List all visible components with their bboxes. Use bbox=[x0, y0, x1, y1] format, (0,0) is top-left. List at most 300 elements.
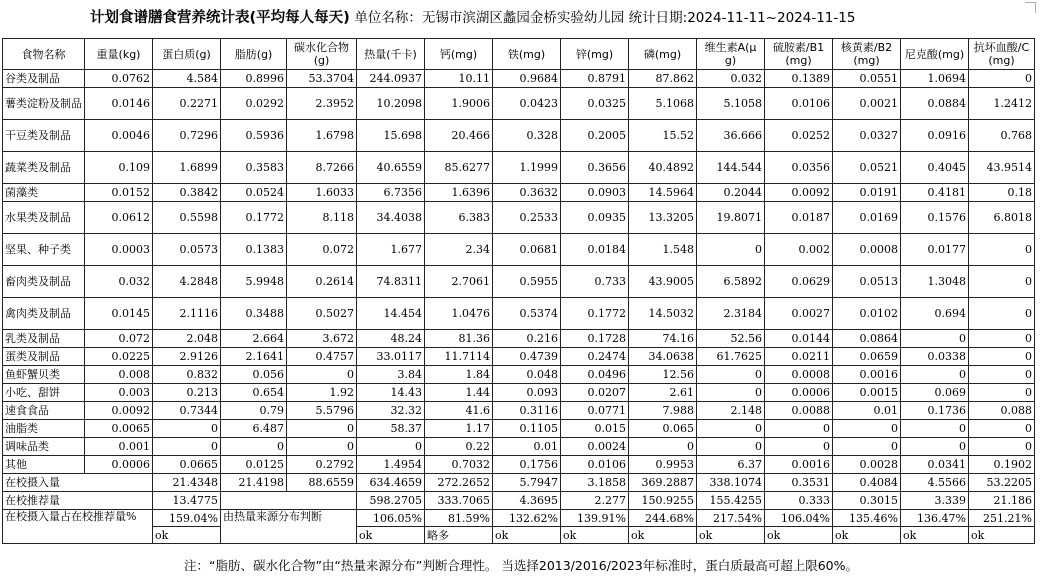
value-cell: 0.1756 bbox=[493, 456, 561, 474]
value-cell: 0.0665 bbox=[153, 456, 221, 474]
table-row bbox=[3, 266, 1035, 298]
value-cell: 34.0638 bbox=[629, 348, 697, 366]
value-cell: 0.1383 bbox=[221, 234, 287, 266]
value-cell: 0.5374 bbox=[493, 298, 561, 330]
value-cell: 0.088 bbox=[969, 402, 1035, 420]
value-cell: 1.4954 bbox=[357, 456, 425, 474]
value-cell: 0 bbox=[221, 438, 287, 456]
ratio-value: 244.68% bbox=[629, 510, 697, 527]
value-cell: 0.3632 bbox=[493, 184, 561, 202]
value-cell: 0.065 bbox=[629, 420, 697, 438]
value-cell: 4.584 bbox=[153, 70, 221, 88]
value-cell: 0.0144 bbox=[765, 330, 833, 348]
value-cell: 0 bbox=[901, 420, 969, 438]
value-cell: 0.832 bbox=[153, 366, 221, 384]
value-cell: 0.0551 bbox=[833, 70, 901, 88]
value-cell: 1.0694 bbox=[901, 70, 969, 88]
value-cell: 0.8791 bbox=[561, 70, 629, 88]
ratio-value: 135.46% bbox=[833, 510, 901, 527]
value-cell: 15.698 bbox=[357, 120, 425, 152]
table-header bbox=[3, 39, 1035, 70]
value-cell: 0.0187 bbox=[765, 202, 833, 234]
food-category-cell: 禽肉类及制品 bbox=[3, 298, 85, 330]
value-cell: 8.7266 bbox=[287, 152, 357, 184]
table-row bbox=[3, 88, 1035, 120]
value-cell: 0 bbox=[697, 384, 765, 402]
value-cell: 40.4892 bbox=[629, 152, 697, 184]
value-cell: 0.0771 bbox=[561, 402, 629, 420]
table-row bbox=[3, 298, 1035, 330]
value-cell: 0.1772 bbox=[561, 298, 629, 330]
food-category-cell: 谷类及制品 bbox=[3, 70, 85, 88]
intake-value: 634.4659 bbox=[357, 474, 425, 492]
value-cell: 2.664 bbox=[221, 330, 287, 348]
value-cell: 0.768 bbox=[969, 120, 1035, 152]
value-cell: 0.5027 bbox=[287, 298, 357, 330]
value-cell: 0.0521 bbox=[833, 152, 901, 184]
value-cell: 0 bbox=[901, 438, 969, 456]
footer-note: 注：“脂肪、碳水化合物”由“热量来源分布”判断合理性。 当选择2013/2016/2023年标准时，蛋白质最高可超上限60%。 bbox=[183, 558, 859, 573]
food-category-cell: 蔬菜类及制品 bbox=[3, 152, 85, 184]
value-cell: 0.001 bbox=[85, 438, 153, 456]
nutrition-table bbox=[2, 38, 1035, 544]
food-category-cell: 蛋类及制品 bbox=[3, 348, 85, 366]
value-cell: 2.61 bbox=[629, 384, 697, 402]
value-cell: 0.0184 bbox=[561, 234, 629, 266]
value-cell: 8.118 bbox=[287, 202, 357, 234]
value-cell: 0 bbox=[969, 298, 1035, 330]
value-cell: 1.84 bbox=[425, 366, 493, 384]
food-category-cell: 坚果、种子类 bbox=[3, 234, 85, 266]
value-cell: 1.1999 bbox=[493, 152, 561, 184]
value-cell: 0.0864 bbox=[833, 330, 901, 348]
value-cell: 0.22 bbox=[425, 438, 493, 456]
status-cell: ok bbox=[969, 527, 1035, 544]
ratio-protein: 159.04% bbox=[153, 510, 221, 527]
value-cell: 0.0612 bbox=[85, 202, 153, 234]
value-cell: 0.0573 bbox=[153, 234, 221, 266]
value-cell: 6.7356 bbox=[357, 184, 425, 202]
value-cell: 0 bbox=[697, 438, 765, 456]
food-category-cell: 干豆类及制品 bbox=[3, 120, 85, 152]
intake-value: 3.1858 bbox=[561, 474, 629, 492]
value-cell: 1.3048 bbox=[901, 266, 969, 298]
value-cell: 0.0903 bbox=[561, 184, 629, 202]
status-row bbox=[3, 527, 1035, 544]
value-cell: 0.5598 bbox=[153, 202, 221, 234]
status-cell: ok bbox=[833, 527, 901, 544]
column-header: 抗坏血酸/C(mg) bbox=[969, 39, 1035, 70]
ratio-value: 132.62% bbox=[493, 510, 561, 527]
value-cell: 3.672 bbox=[287, 330, 357, 348]
food-category-cell: 乳类及制品 bbox=[3, 330, 85, 348]
fat-carb-note: 由热量来源分布判断 bbox=[221, 510, 357, 544]
value-cell: 0.8996 bbox=[221, 70, 287, 88]
value-cell: 0.3488 bbox=[221, 298, 287, 330]
value-cell: 58.37 bbox=[357, 420, 425, 438]
value-cell: 0 bbox=[969, 234, 1035, 266]
food-category-cell: 其他 bbox=[3, 456, 85, 474]
value-cell: 0.048 bbox=[493, 366, 561, 384]
value-cell: 0.0191 bbox=[833, 184, 901, 202]
table-row bbox=[3, 438, 1035, 456]
column-header: 维生素A(μg) bbox=[697, 39, 765, 70]
intake-value: 338.1074 bbox=[697, 474, 765, 492]
column-header: 热量(千卡) bbox=[357, 39, 425, 70]
value-cell: 0 bbox=[969, 384, 1035, 402]
value-cell: 0.0496 bbox=[561, 366, 629, 384]
value-cell: 1.44 bbox=[425, 384, 493, 402]
value-cell: 0.5936 bbox=[221, 120, 287, 152]
value-cell: 2.048 bbox=[153, 330, 221, 348]
value-cell: 32.32 bbox=[357, 402, 425, 420]
value-cell: 0.0145 bbox=[85, 298, 153, 330]
value-cell: 5.1058 bbox=[697, 88, 765, 120]
value-cell: 1.92 bbox=[287, 384, 357, 402]
report-title-unit: 单位名称：无锡市滨湖区蠡园金桥实验幼儿园 统计日期:2024-11-11~2024-11-15 bbox=[354, 10, 856, 26]
intake-value: 0.4084 bbox=[833, 474, 901, 492]
value-cell: 0.3116 bbox=[493, 402, 561, 420]
value-cell: 0.0325 bbox=[561, 88, 629, 120]
value-cell: 0.056 bbox=[221, 366, 287, 384]
value-cell: 0 bbox=[833, 438, 901, 456]
value-cell: 0.0016 bbox=[765, 456, 833, 474]
value-cell: 0.0088 bbox=[765, 402, 833, 420]
table-row bbox=[3, 70, 1035, 88]
value-cell: 0 bbox=[969, 366, 1035, 384]
value-cell: 0.0092 bbox=[85, 402, 153, 420]
value-cell: 0.01 bbox=[833, 402, 901, 420]
table-row bbox=[3, 348, 1035, 366]
table-row bbox=[3, 330, 1035, 348]
value-cell: 0.0125 bbox=[221, 456, 287, 474]
value-cell: 0.069 bbox=[901, 384, 969, 402]
value-cell: 0.4181 bbox=[901, 184, 969, 202]
value-cell: 0 bbox=[901, 366, 969, 384]
value-cell: 0 bbox=[765, 420, 833, 438]
value-cell: 14.5032 bbox=[629, 298, 697, 330]
value-cell: 0 bbox=[969, 330, 1035, 348]
report-title bbox=[0, 6, 1042, 32]
column-header: 磷(mg) bbox=[629, 39, 697, 70]
value-cell: 0.002 bbox=[765, 234, 833, 266]
recommend-value: 333.7065 bbox=[425, 492, 493, 510]
value-cell: 0.0106 bbox=[561, 456, 629, 474]
value-cell: 0.216 bbox=[493, 330, 561, 348]
value-cell: 2.3184 bbox=[697, 298, 765, 330]
value-cell: 0 bbox=[969, 266, 1035, 298]
intake-value: 4.5566 bbox=[901, 474, 969, 492]
ratio-value: 139.91% bbox=[561, 510, 629, 527]
value-cell: 0.032 bbox=[85, 266, 153, 298]
value-cell: 0.032 bbox=[697, 70, 765, 88]
value-cell: 0 bbox=[697, 366, 765, 384]
value-cell: 0.213 bbox=[153, 384, 221, 402]
value-cell: 1.2412 bbox=[969, 88, 1035, 120]
food-category-cell: 畜肉类及制品 bbox=[3, 266, 85, 298]
value-cell: 0.2044 bbox=[697, 184, 765, 202]
value-cell: 0.0024 bbox=[561, 438, 629, 456]
recommend-value: 155.4255 bbox=[697, 492, 765, 510]
value-cell: 0.0338 bbox=[901, 348, 969, 366]
value-cell: 0.0513 bbox=[833, 266, 901, 298]
value-cell: 0.0225 bbox=[85, 348, 153, 366]
value-cell: 0.0028 bbox=[833, 456, 901, 474]
value-cell: 144.544 bbox=[697, 152, 765, 184]
value-cell: 6.5892 bbox=[697, 266, 765, 298]
value-cell: 2.3952 bbox=[287, 88, 357, 120]
food-category-cell: 油脂类 bbox=[3, 420, 85, 438]
value-cell: 1.9006 bbox=[425, 88, 493, 120]
value-cell: 2.148 bbox=[697, 402, 765, 420]
ratio-value: 81.59% bbox=[425, 510, 493, 527]
value-cell: 1.0476 bbox=[425, 298, 493, 330]
value-cell: 0.0092 bbox=[765, 184, 833, 202]
value-cell: 0.0006 bbox=[765, 384, 833, 402]
value-cell: 2.1641 bbox=[221, 348, 287, 366]
value-cell: 0.2792 bbox=[287, 456, 357, 474]
value-cell: 14.43 bbox=[357, 384, 425, 402]
table-row bbox=[3, 234, 1035, 266]
column-header: 铁(mg) bbox=[493, 39, 561, 70]
intake-value: 0.3531 bbox=[765, 474, 833, 492]
value-cell: 87.862 bbox=[629, 70, 697, 88]
value-cell: 0.9953 bbox=[629, 456, 697, 474]
value-cell: 0.3656 bbox=[561, 152, 629, 184]
status-cell: ok bbox=[493, 527, 561, 544]
value-cell: 0.0016 bbox=[833, 366, 901, 384]
value-cell: 15.52 bbox=[629, 120, 697, 152]
value-cell: 0 bbox=[969, 438, 1035, 456]
value-cell: 0.0524 bbox=[221, 184, 287, 202]
value-cell: 0.328 bbox=[493, 120, 561, 152]
value-cell: 0.0146 bbox=[85, 88, 153, 120]
report-title-main: 计划食谱膳食营养统计表(平均每人每天) bbox=[90, 10, 350, 26]
ratio-value: 251.21% bbox=[969, 510, 1035, 527]
value-cell: 0.1576 bbox=[901, 202, 969, 234]
column-header: 核黄素/B2(mg) bbox=[833, 39, 901, 70]
value-cell: 0.0211 bbox=[765, 348, 833, 366]
value-cell: 0.0006 bbox=[85, 456, 153, 474]
column-header: 食物名称 bbox=[3, 39, 85, 70]
column-header: 锌(mg) bbox=[561, 39, 629, 70]
value-cell: 2.7061 bbox=[425, 266, 493, 298]
value-cell: 0.7032 bbox=[425, 456, 493, 474]
value-cell: 0.008 bbox=[85, 366, 153, 384]
empty-cell bbox=[221, 492, 357, 510]
value-cell: 74.8311 bbox=[357, 266, 425, 298]
value-cell: 0 bbox=[153, 420, 221, 438]
recommend-value: 21.186 bbox=[969, 492, 1035, 510]
value-cell: 33.0117 bbox=[357, 348, 425, 366]
value-cell: 0 bbox=[629, 438, 697, 456]
intake-row bbox=[3, 474, 1035, 492]
value-cell: 0.1772 bbox=[221, 202, 287, 234]
value-cell: 6.383 bbox=[425, 202, 493, 234]
value-cell: 0.109 bbox=[85, 152, 153, 184]
value-cell: 74.16 bbox=[629, 330, 697, 348]
intake-value: 88.6559 bbox=[287, 474, 357, 492]
table-row bbox=[3, 420, 1035, 438]
value-cell: 0.0106 bbox=[765, 88, 833, 120]
food-category-cell: 薯类淀粉及制品 bbox=[3, 88, 85, 120]
value-cell: 0.01 bbox=[493, 438, 561, 456]
value-cell: 41.6 bbox=[425, 402, 493, 420]
recommend-value: 2.277 bbox=[561, 492, 629, 510]
value-cell: 1.6396 bbox=[425, 184, 493, 202]
status-cell: ok bbox=[697, 527, 765, 544]
food-category-cell: 鱼虾蟹贝类 bbox=[3, 366, 85, 384]
value-cell: 61.7625 bbox=[697, 348, 765, 366]
value-cell: 0.9684 bbox=[493, 70, 561, 88]
sheet-corner-mark bbox=[1025, 2, 1036, 13]
value-cell: 2.34 bbox=[425, 234, 493, 266]
value-cell: 43.9005 bbox=[629, 266, 697, 298]
value-cell: 0.2271 bbox=[153, 88, 221, 120]
value-cell: 0.0065 bbox=[85, 420, 153, 438]
value-cell: 0.0423 bbox=[493, 88, 561, 120]
recommend-value: 4.3695 bbox=[493, 492, 561, 510]
value-cell: 0.0252 bbox=[765, 120, 833, 152]
food-category-cell: 小吃、甜饼 bbox=[3, 384, 85, 402]
value-cell: 13.3205 bbox=[629, 202, 697, 234]
value-cell: 12.56 bbox=[629, 366, 697, 384]
value-cell: 0 bbox=[697, 234, 765, 266]
value-cell: 0.654 bbox=[221, 384, 287, 402]
value-cell: 0.0027 bbox=[765, 298, 833, 330]
value-cell: 0.015 bbox=[561, 420, 629, 438]
column-header: 重量(kg) bbox=[85, 39, 153, 70]
food-category-cell: 调味品类 bbox=[3, 438, 85, 456]
recommend-row bbox=[3, 492, 1035, 510]
value-cell: 0.0356 bbox=[765, 152, 833, 184]
value-cell: 0.0169 bbox=[833, 202, 901, 234]
recommend-value: 0.3015 bbox=[833, 492, 901, 510]
table-row bbox=[3, 366, 1035, 384]
table-row bbox=[3, 202, 1035, 234]
table-row bbox=[3, 120, 1035, 152]
intake-value: 5.7947 bbox=[493, 474, 561, 492]
value-cell: 0.7296 bbox=[153, 120, 221, 152]
value-cell: 0.0884 bbox=[901, 88, 969, 120]
value-cell: 20.466 bbox=[425, 120, 493, 152]
value-cell: 0.0681 bbox=[493, 234, 561, 266]
value-cell: 0.0177 bbox=[901, 234, 969, 266]
value-cell: 0.0003 bbox=[85, 234, 153, 266]
value-cell: 0.0008 bbox=[765, 366, 833, 384]
value-cell: 0.0207 bbox=[561, 384, 629, 402]
value-cell: 1.6798 bbox=[287, 120, 357, 152]
value-cell: 48.24 bbox=[357, 330, 425, 348]
value-cell: 0.003 bbox=[85, 384, 153, 402]
table-row bbox=[3, 456, 1035, 474]
value-cell: 0.2533 bbox=[493, 202, 561, 234]
value-cell: 0.0935 bbox=[561, 202, 629, 234]
value-cell: 52.56 bbox=[697, 330, 765, 348]
value-cell: 0.0762 bbox=[85, 70, 153, 88]
value-cell: 4.2848 bbox=[153, 266, 221, 298]
value-cell: 0.1105 bbox=[493, 420, 561, 438]
value-cell: 0 bbox=[287, 420, 357, 438]
value-cell: 0 bbox=[697, 420, 765, 438]
table-row bbox=[3, 402, 1035, 420]
value-cell: 1.548 bbox=[629, 234, 697, 266]
value-cell: 0.4757 bbox=[287, 348, 357, 366]
value-cell: 6.8018 bbox=[969, 202, 1035, 234]
value-cell: 1.17 bbox=[425, 420, 493, 438]
value-cell: 0 bbox=[287, 438, 357, 456]
value-cell: 10.11 bbox=[425, 70, 493, 88]
value-cell: 1.677 bbox=[357, 234, 425, 266]
value-cell: 7.988 bbox=[629, 402, 697, 420]
value-cell: 5.9948 bbox=[221, 266, 287, 298]
value-cell: 0.0008 bbox=[833, 234, 901, 266]
intake-value: 53.2205 bbox=[969, 474, 1035, 492]
value-cell: 0.7344 bbox=[153, 402, 221, 420]
column-header: 硫胺素/B1(mg) bbox=[765, 39, 833, 70]
value-cell: 0.79 bbox=[221, 402, 287, 420]
status-cell: ok bbox=[153, 527, 221, 544]
value-cell: 0.2005 bbox=[561, 120, 629, 152]
status-cell: ok bbox=[561, 527, 629, 544]
value-cell: 0.1389 bbox=[765, 70, 833, 88]
value-cell: 34.4038 bbox=[357, 202, 425, 234]
value-cell: 10.2098 bbox=[357, 88, 425, 120]
value-cell: 14.454 bbox=[357, 298, 425, 330]
value-cell: 0.0046 bbox=[85, 120, 153, 152]
value-cell: 14.5964 bbox=[629, 184, 697, 202]
value-cell: 0 bbox=[969, 420, 1035, 438]
column-header: 碳水化合物(g) bbox=[287, 39, 357, 70]
value-cell: 36.666 bbox=[697, 120, 765, 152]
value-cell: 0.072 bbox=[287, 234, 357, 266]
ratio-value: 106.04% bbox=[765, 510, 833, 527]
row-label: 在校摄入量占在校推荐量% bbox=[3, 510, 153, 544]
food-category-cell: 菌藻类 bbox=[3, 184, 85, 202]
value-cell: 3.84 bbox=[357, 366, 425, 384]
row-label: 在校摄入量 bbox=[3, 474, 153, 492]
value-cell: 81.36 bbox=[425, 330, 493, 348]
value-cell: 0.1902 bbox=[969, 456, 1035, 474]
value-cell: 1.6899 bbox=[153, 152, 221, 184]
value-cell: 11.7114 bbox=[425, 348, 493, 366]
status-cell: ok bbox=[357, 527, 425, 544]
value-cell: 0.3842 bbox=[153, 184, 221, 202]
ratio-row bbox=[3, 510, 1035, 527]
recommend-value: 0.333 bbox=[765, 492, 833, 510]
food-category-cell: 速食食品 bbox=[3, 402, 85, 420]
food-category-cell: 水果类及制品 bbox=[3, 202, 85, 234]
column-header: 尼克酸(mg) bbox=[901, 39, 969, 70]
value-cell: 0.0102 bbox=[833, 298, 901, 330]
value-cell: 85.6277 bbox=[425, 152, 493, 184]
ratio-value: 217.54% bbox=[697, 510, 765, 527]
value-cell: 1.6033 bbox=[287, 184, 357, 202]
value-cell: 0.0341 bbox=[901, 456, 969, 474]
value-cell: 0 bbox=[765, 438, 833, 456]
value-cell: 0.733 bbox=[561, 266, 629, 298]
column-header: 蛋白质(g) bbox=[153, 39, 221, 70]
status-cell: 略多 bbox=[425, 527, 493, 544]
value-cell: 0 bbox=[901, 330, 969, 348]
value-cell: 0.1728 bbox=[561, 330, 629, 348]
value-cell: 0 bbox=[357, 438, 425, 456]
value-cell: 6.37 bbox=[697, 456, 765, 474]
value-cell: 0.093 bbox=[493, 384, 561, 402]
value-cell: 5.1068 bbox=[629, 88, 697, 120]
value-cell: 2.1116 bbox=[153, 298, 221, 330]
recommend-value: 150.9255 bbox=[629, 492, 697, 510]
